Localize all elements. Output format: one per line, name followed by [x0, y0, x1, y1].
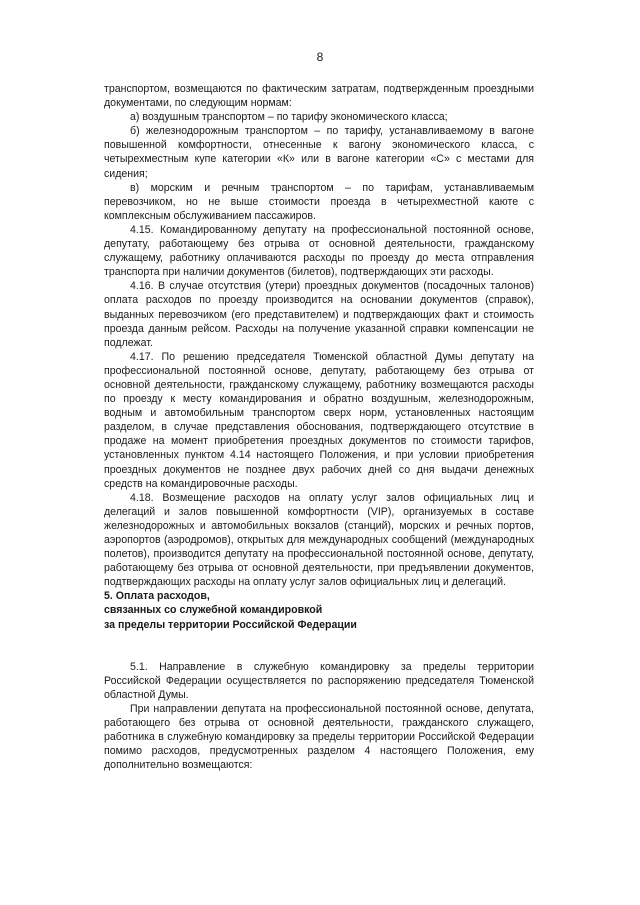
paragraph-rail-transport: б) железнодорожным транспортом – по тарифу, устанавливаемому в вагоне повышенной комфортности, отнесенные к вагону экономического класса, с четырехместным купе категории «К» или в вагоне категории «С» с местами для сидения;	[104, 125, 534, 180]
section-heading-line: связанных со служебной командировкой	[104, 604, 323, 617]
page-number: 8	[316, 50, 324, 64]
section-heading-line: за пределы территории Российской Федерации	[104, 618, 357, 631]
paragraph-4-18: 4.18. Возмещение расходов на оплату услуг залов официальных лиц и делегаций и залов повышенной комфортности (VIP), организуемых в составе железнодорожных и автомобильных вокзалов (станций), морских и речных портов, аэропортов (аэродромов), открытых для международных сообщений (международных полетов), производится депутату на профессиональной постоянной основе, депутату, работающему без отрыва от основной деятельности, при предъявлении документов, подтверждающих расходы на оплату услуг залов официальных лиц и делегаций.	[104, 491, 534, 589]
paragraph-transport-norms: транспортом, возмещаются по фактическим затратам, подтвержденным проездными документами, по следующим нормам:	[104, 83, 534, 110]
document-body	[104, 82, 534, 772]
spacer	[104, 632, 534, 660]
section-heading-line: 5. Оплата расходов,	[104, 590, 210, 603]
section-5-heading	[104, 589, 534, 631]
paragraph-4-16: 4.16. В случае отсутствия (утери) проездных документов (посадочных талонов) оплата расходов по проезду производится на основании документов (справок), выданных перевозчиком (его представителем) и подтверждающих факт и стоимость проезда данным рейсом. Расходы на получение указанной справки компенсации не подлежат.	[104, 280, 534, 349]
paragraph-4-17: 4.17. По решению председателя Тюменской областной Думы депутату на профессиональной постоянной основе, депутату, работающему без отрыва от основной деятельности, гражданскому служащему, работнику возмещаются расходы по проезду к месту командирования и обратно воздушным, железнодорожным, водным и автомобильным транспортом сверх норм, установленных настоящим разделом, в случае представления обоснования, подтверждающего отсутствие в продаже на момент приобретения проездных документов по стоимости тарифов, установленных пунктом 4.14 настоящего Положения, и при условии приобретения проездных документов не позднее двух рабочих дней со дня выдачи денежных средств на командировочные расходы.	[104, 350, 534, 490]
paragraph-4-15: 4.15. Командированному депутату на профессиональной постоянной основе, депутату, работающему без отрыва от основной деятельности, гражданскому служащему, работнику оплачиваются расходы по проезду до места отправления транспорта при наличии документов (билетов), подтверждающих эти расходы.	[104, 223, 534, 279]
paragraph-sea-river-transport: в) морским и речным транспортом – по тарифам, устанавливаемым перевозчиком, но не выше стоимости проезда в четырехместной каюте с комплексным обслуживанием пассажиров.	[104, 181, 534, 222]
paragraph-foreign-trip-expenses: При направлении депутата на профессиональной постоянной основе, депутата, работающего без отрыва от основной деятельности, гражданского служащего, работника в служебную командировку за пределы территории Российской Федерации помимо расходов, предусмотренных разделом 4 настоящего Положения, ему дополнительно возмещаются:	[104, 702, 534, 772]
paragraph-5-1: 5.1. Направление в служебную командировку за пределы территории Российской Федерации осуществляется по распоряжению председателя Тюменской областной Думы.	[104, 660, 534, 701]
paragraph-air-transport: а) воздушным транспортом – по тарифу экономического класса;	[130, 111, 448, 124]
